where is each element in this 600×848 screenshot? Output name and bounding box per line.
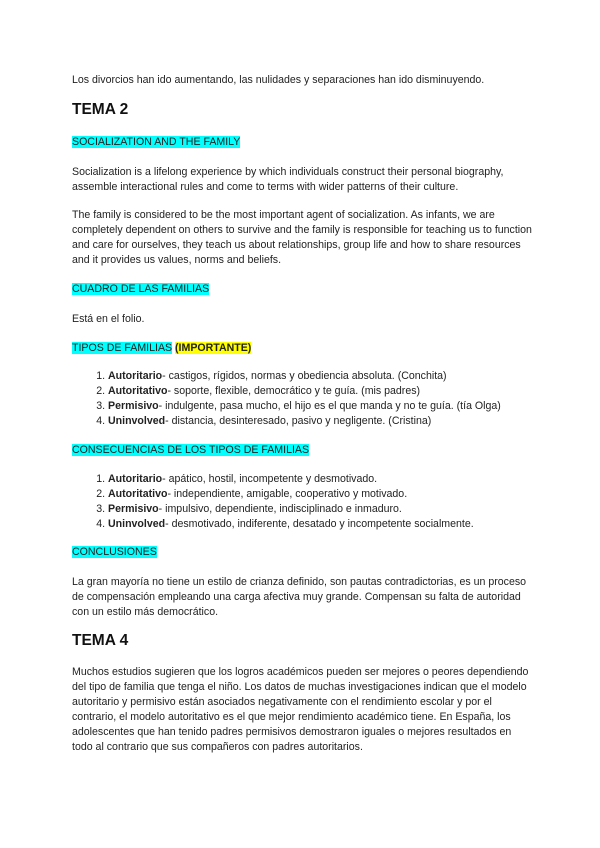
- list-item: [108, 399, 578, 414]
- list-item: [108, 369, 578, 384]
- cuadro-text: Está en el folio.: [72, 313, 145, 325]
- tema4-paragraph: Muchos estudios sugieren que los logros académicos pueden ser mejores o peores dependiendo del tipo de familia que tenga el niño. Los datos de muchas investigaciones indican que el modelo autoritario y permisivo están asociados negativamente con el rendimiento escolar y por el contrario, el modelo autoritativo es el que mejor rendimiento académico tiene. En España, los adolescentes que han tenido padres permisivos demostraron iguales o mejores resultados en todo al contrario que sus compañeros con padres autoritarios.: [72, 666, 529, 753]
- list-item: [108, 384, 578, 399]
- list-item-desc: - desmotivado, indiferente, desatado y incompetente socialmente.: [165, 518, 474, 530]
- socialization-heading: [72, 135, 532, 150]
- list-item-desc: - indulgente, pasa mucho, el hijo es el que manda y no te guía. (tía Olga): [158, 400, 501, 412]
- conclusiones-heading-text: CONCLUSIONES: [72, 546, 157, 558]
- list-item-desc: - apático, hostil, incompetente y desmotivado.: [162, 473, 378, 485]
- list-item-term: Autoritario: [108, 370, 163, 382]
- socialization-heading-text: SOCIALIZATION AND THE FAMILY: [72, 136, 241, 148]
- tema4-title: TEMA 4: [72, 632, 129, 649]
- tipos-list: [72, 369, 578, 429]
- list-item-desc: - soporte, flexible, democrático y te guía. (mis padres): [167, 385, 421, 397]
- list-item-desc: - castigos, rígidos, normas y obediencia absoluta. (Conchita): [162, 370, 447, 382]
- consecuencias-list: [72, 472, 578, 532]
- list-item: [108, 487, 578, 502]
- consecuencias-heading: [72, 443, 532, 458]
- list-item-term: Permisivo: [108, 503, 159, 515]
- conclusiones-paragraph: La gran mayoría no tiene un estilo de crianza definido, son pautas contradictorias, es un proceso de compensación empleando una carga afectiva muy grande. Compensan su falta de autoridad con un estilo más democrático.: [72, 576, 527, 618]
- tipos-heading-text: TIPOS DE FAMILIAS: [72, 342, 173, 354]
- socialization-paragraph: Socialization is a lifelong experience by which individuals construct their personal biography, assemble interactional rules and come to terms with wider patterns of their culture.: [72, 166, 504, 193]
- list-item-desc: - independiente, amigable, cooperativo y motivado.: [167, 488, 408, 500]
- list-item-desc: - impulsivo, dependiente, indisciplinado e inmaduro.: [158, 503, 402, 515]
- list-item: [108, 502, 578, 517]
- tipos-heading: [72, 341, 532, 356]
- conclusiones-heading: [72, 545, 532, 560]
- list-item: [108, 414, 578, 429]
- list-item-term: Permisivo: [108, 400, 159, 412]
- list-item: [108, 472, 578, 487]
- family-agent-paragraph: The family is considered to be the most important agent of socialization. As infants, we are completely dependent on others to survive and the family is responsible for teaching us to function and care for ourselves, they teach us about relationships, group life and how to share resources and it provides us values, norms and beliefs.: [72, 209, 532, 266]
- consecuencias-heading-text: CONSECUENCIAS DE LOS TIPOS DE FAMILIAS: [72, 444, 310, 456]
- list-item-term: Autoritario: [108, 473, 163, 485]
- importante-badge: (IMPORTANTE): [175, 342, 252, 354]
- list-item-term: Uninvolved: [108, 415, 166, 427]
- list-item: [108, 517, 578, 532]
- list-item-term: Autoritativo: [108, 385, 168, 397]
- cuadro-heading: [72, 282, 532, 297]
- list-item-desc: - distancia, desinteresado, pasivo y negligente. (Cristina): [165, 415, 432, 427]
- tema2-title: TEMA 2: [72, 101, 129, 118]
- cuadro-heading-text: CUADRO DE LAS FAMILIAS: [72, 283, 210, 295]
- list-item-term: Autoritativo: [108, 488, 168, 500]
- list-item-term: Uninvolved: [108, 518, 166, 530]
- intro-paragraph: Los divorcios han ido aumentando, las nulidades y separaciones han ido disminuyendo.: [72, 74, 485, 86]
